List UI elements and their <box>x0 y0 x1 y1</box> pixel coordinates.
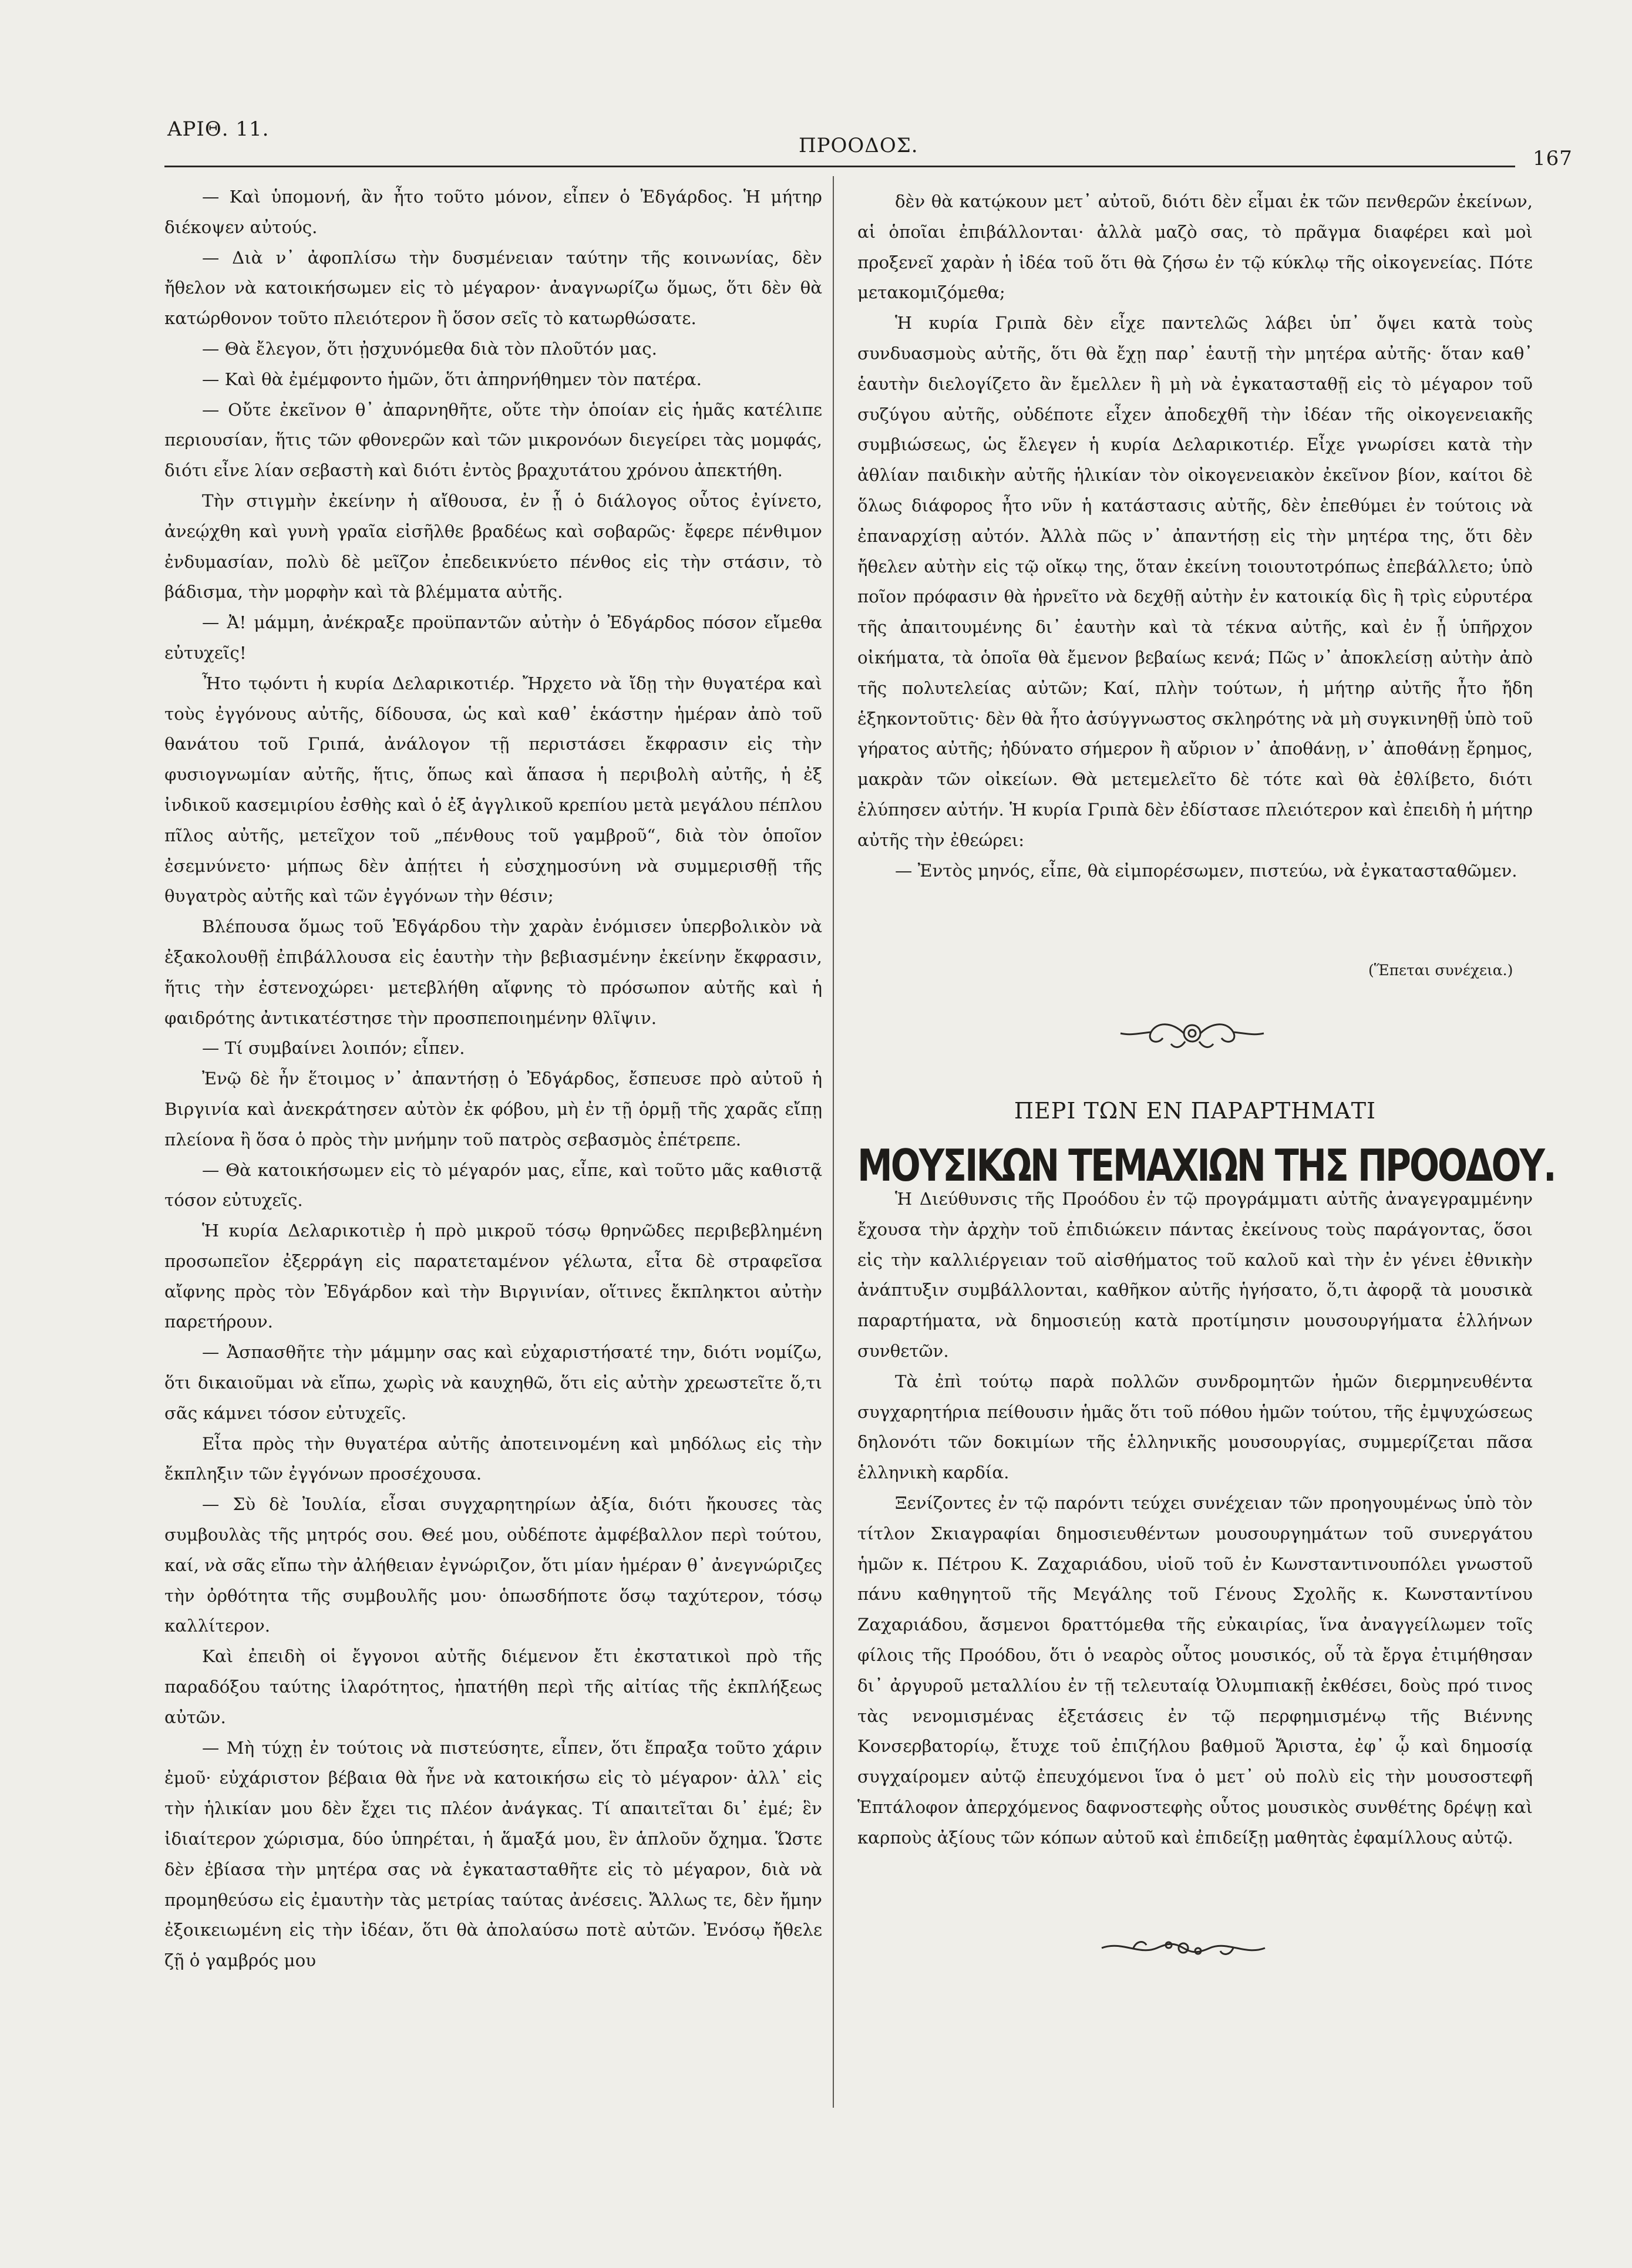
paragraph: δὲν θὰ κατῴκουν μετ᾿ αὐτοῦ, διότι δὲν εἶμαι ἐκ τῶν πενθερῶν ἐκείνων, αἱ ὁποῖαι ἐπιβάλλονται· ἀλλὰ μαζὸ σας, τὸ πρᾶγμα διαφέρει καὶ μοὶ προξενεῖ χαρὰν ἡ ἰδέα τοῦ ὅτι θὰ ζήσω ἐν τῷ κύκλῳ τῆς οἰκογενείας. Πότε μετακομιζόμεθα; <box>857 191 1533 303</box>
paragraph: — Οὔτε ἐκεῖνον θ᾿ ἀπαρνηθῆτε, οὔτε τὴν ὁποίαν εἰς ἡμᾶς κατέλιπε περιουσίαν, ἥτις τῶν φθονερῶν καὶ τῶν μικρονόων διεγείρει τὰς μομφάς, διότι εἶνε λίαν σεβαστὴ καὶ διότι ἐντὸς βραχυτάτου χρόνου ἀπεκτήθη. <box>164 399 822 481</box>
paragraph: — Τί συμβαίνει λοιπόν; εἶπεν. <box>202 1038 465 1059</box>
paragraph: — Ἀσπασθῆτε τὴν μάμμην σας καὶ εὐχαριστήσατέ την, διότι νομίζω, ὅτι δικαιοῦμαι νὰ εἴπω, χωρὶς νὰ καυχηθῶ, ὅτι εἰς αὐτὴν χρεωστεῖτε ὅ,τι σᾶς κάμνει τόσον εὐτυχεῖς. <box>164 1342 822 1423</box>
section-pretitle: ΠΕΡΙ ΤΩΝ ΕΝ ΠΑΡΑΡΤΗΜΑΤΙ <box>1014 1098 1377 1124</box>
paragraph: Τὴν στιγμὴν ἐκείνην ἡ αἴθουσα, ἐν ᾗ ὁ διάλογος οὗτος ἐγίνετο, ἀνεῴχθη καὶ γυνὴ γραῖα εἰσῆλθε βραδέως καὶ σοβαρῶς· ἔφερε πένθιμον ἐνδυμασίαν, πολὺ δὲ μεῖζον ἐπεδεικνύετο πένθος εἰς τὴν στάσιν, τὸ βάδισμα, τὴν μορφὴν καὶ τὰ βλέμματα αὐτῆς. <box>164 490 822 602</box>
scroll-ornament-icon <box>1116 1016 1268 1051</box>
paragraph: Τὰ ἐπὶ τούτῳ παρὰ πολλῶν συνδρομητῶν ἡμῶν διερμηνευθέντα συγχαρητήρια πείθουσιν ἡμᾶς ὅτι τοῦ πόθου ἡμῶν τούτου, τῆς ἐμψυχώσεως δηλονότι τῶν δοκιμίων τῆς ἑλληνικῆς μουσουργίας, συμμερίζεται πᾶσα ἑλληνικὴ καρδία. <box>857 1371 1533 1483</box>
music-section-text <box>857 1184 1533 1883</box>
paragraph: — Καὶ ὑπομονή, ἂν ἦτο τοῦτο μόνον, εἶπεν ὁ Ἐδγάρδος. Ἡ μήτηρ διέκοψεν αὐτούς. <box>164 187 822 237</box>
paragraph: — Σὺ δὲ Ἰουλία, εἶσαι συγχαρητηρίων ἀξία, διότι ἤκουσες τὰς συμβουλὰς τῆς μητρός σου. Θεέ μου, οὐδέποτε ἀμφέβαλλον περὶ τούτου, καί, νὰ σᾶς εἴπω τὴν ἀλήθειαν ἐγνώριζον, ὅτι μίαν ἡμέραν θ᾿ ἀνεγνώριζες τὴν ὀρθότητα τῆς συμβουλῆς μου· ὁπωσδήποτε ὅσῳ ταχύτερον, τόσῳ καλλίτερον. <box>164 1494 822 1636</box>
header-rule <box>164 166 1515 167</box>
paragraph: — Ἐντὸς μηνός, εἶπε, θὰ εἰμπορέσωμεν, πιστεύω, νὰ ἐγκατασταθῶμεν. <box>895 860 1517 881</box>
paragraph: Ξενίζοντες ἐν τῷ παρόντι τεύχει συνέχειαν τῶν προηγουμένως ὑπὸ τὸν τίτλον Σκιαγραφίαι δημοσιευθέντων μουσουργημάτων τοῦ συνεργάτου ἡμῶν κ. Πέτρου Κ. Ζαχαριάδου, υἱοῦ τοῦ ἐν Κωνσταντινουπόλει γνωστοῦ πάνυ καθηγητοῦ τῆς Μεγάλης τοῦ Γένους Σχολῆς κ. Κωνσταντίνου Ζαχαριάδου, ἄσμενοι δραττόμεθα τῆς εὐκαιρίας, ἵνα ἀναγγείλωμεν τοῖς φίλοις τῆς Προόδου, ὅτι ὁ νεαρὸς οὗτος μουσικός, οὗ τὰ ἔργα ἐτιμήθησαν δι᾿ ἀργυροῦ μεταλλίου ἐν τῇ τελευταίᾳ Ὀλυμπιακῇ ἐκθέσει, δοὺς πρό τινος τὰς νενομισμένας ἐξετάσεις ἐν τῷ περφημισμένῳ τῆς Βιέννης Κονσερβατορίῳ, ἔτυχε τοῦ ἐπιζήλου βαθμοῦ Ἄριστα, ἐφ᾿ ᾧ καὶ δημοσίᾳ συγχαίρομεν αὐτῷ ἐπευχόμενοι ἵνα ὁ μετ᾿ οὐ πολὺ εἰς τὴν μουσοστεφῆ Ἑπτάλοφον ἀπερχόμενος δαφνοστεφὴς οὗτος μουσικὸς συνθέτης δρέψῃ καὶ καρποὺς ἀξίους τῶν κόπων αὐτοῦ καὶ ἐπιδείξῃ μαθητὰς ἐφαμίλλους αὐτῷ. <box>857 1492 1533 1848</box>
paragraph: — Θὰ ἔλεγον, ὅτι ᾐσχυνόμεθα διὰ τὸν πλοῦτόν μας. <box>202 338 657 359</box>
left-column <box>164 182 822 2119</box>
paragraph: Βλέπουσα ὅμως τοῦ Ἐδγάρδου τὴν χαρὰν ἐνόμισεν ὑπερβολικὸν νὰ ἐξακολουθῇ ἐπιβάλλουσα εἰς ἑαυτὴν τὴν βεβιασμένην ἐκείνην ἔκφρασιν, ἥτις τὴν ἐστενοχώρει· μετεβλήθη αἴφνης τὸ πρόσωπον αὐτῆς καὶ ἡ φαιδρότης ἀντικατέστησε τὴν προσπεποιημένην θλῖψιν. <box>164 916 822 1028</box>
paragraph: Ἐνῷ δὲ ἦν ἕτοιμος ν᾿ ἀπαντήσῃ ὁ Ἐδγάρδος, ἔσπευσε πρὸ αὐτοῦ ἡ Βιργινία καὶ ἀνεκράτησεν αὐτὸν ἐκ φόβου, μὴ ἐν τῇ ὁρμῇ τῆς χαρᾶς εἴπῃ πλείονα ἢ ὅσα ὁ πρὸς τὴν μνήμην τοῦ πατρὸς σεβασμὸς ἐπέτρεπε. <box>164 1069 822 1150</box>
section-title: ΜΟΥΣΙΚΩΝ ΤΕΜΑΧΙΩΝ ΤΗΣ ΠΡΟΟΔΟΥ. <box>857 1140 1555 1192</box>
paragraph: Ἡ κυρία Γριπὰ δὲν εἶχε παντελῶς λάβει ὑπ᾿ ὄψει κατὰ τοὺς συνδυασμοὺς αὐτῆς, ὅτι θὰ ἔχῃ παρ᾿ ἑαυτῇ τὴν μητέρα αὐτῆς· ὅταν καθ᾿ ἑαυτὴν διελογίζετο ἂν ἔμελλεν ἢ μὴ νὰ ἐγκατασταθῇ εἰς τὸ μέγαρον τοῦ συζύγου αὐτῆς, οὐδέποτε εἶχεν ἀποδεχθῆ τὴν ἰδέαν τῆς οἰκογενειακῆς συμβιώσεως, ὡς ἔλεγεν ἡ κυρία Δελαρικοτιέρ. Εἶχε γνωρίσει κατὰ τὴν ἀθλίαν παιδικὴν αὐτῆς ἡλικίαν τὸν οἰκογενειακὸν ἐκεῖνον βίον, καίτοι δὲ ὅλως διάφορος ἦτο νῦν ἡ κατάστασις αὐτῆς, δὲν ἐπεθύμει ἐν τούτοις νὰ ἐπαναρχίσῃ αὐτόν. Ἀλλὰ πῶς ν᾿ ἀπαντήσῃ εἰς τὴν μητέρα της, ὅτι δὲν ἤθελεν αὐτὴν εἰς τῷ οἴκῳ της, ὅταν ἐκείνη τοιουτοτρόπως ἐπεβάλλετο; ὑπὸ ποῖον πρόφασιν θὰ ἠρνεῖτο νὰ δεχθῇ αὐτὴν ἐν κατοικίᾳ δὶς ἢ τρὶς εὐρυτέρα τῆς ἀπαιτουμένης δι᾿ ἑαυτὴν καὶ τὰ τέκνα αὐτῆς, καὶ ἐν ᾗ ὑπῆρχον οἰκήματα, τὰ ὁποῖα θὰ ἔμενον βεβαίως κενά; Πῶς ν᾿ ἀποκλείσῃ αὐτὴν ἀπὸ τῆς πολυτελείας αὐτῶν; Καί, πλὴν τούτων, ἡ μήτηρ αὐτῆς ἦτο ἤδη ἑξηκοντοῦτις· δὲν θὰ ἦτο ἀσύγγνωστος σκληρότης νὰ μὴ συγκινηθῇ ὑπὸ τοῦ γήρατος αὐτῆς; ἠδύνατο σήμερον ἢ αὔριον ν᾿ ἀποθάνῃ, ν᾿ ἀποθάνῃ ἔρημος, μακρὰν τῶν οἰκείων. Θὰ μετεμελεῖτο δὲ τότε καὶ θὰ ἐθλίβετο, διότι ἐλύπησεν αὐτήν. Ἡ κυρία Γριπὰ δὲν ἐδίστασε πλειότερον καὶ ἐπειδὴ ἡ μήτηρ αὐτῆς τὴν ἐθεώρει: <box>857 313 1533 850</box>
paragraph: Εἶτα πρὸς τὴν θυγατέρα αὐτῆς ἀποτεινομένη καὶ μηδόλως εἰς τὴν ἔκπληξιν τῶν ἐγγόνων προσέχουσα. <box>164 1433 822 1484</box>
vine-ornament-icon <box>1098 1935 1268 1962</box>
paragraph: Ἡ κυρία Δελαρικοτιὲρ ἡ πρὸ μικροῦ τόσῳ θρηνῶδες περιβεβλημένη προσωπεῖον ἐξερράγη εἰς παρατεταμένον γέλωτα, εἶτα δὲ στραφεῖσα αἴφνης πρὸς τὸν Ἐδγάρδον καὶ τὴν Βιργινίαν, οἵτινες ἔκπληκτοι αὐτὴν παρετήρουν. <box>164 1221 822 1332</box>
paragraph: — Θὰ κατοικήσωμεν εἰς τὸ μέγαρόν μας, εἶπε, καὶ τοῦτο μᾶς καθιστᾷ τόσον εὐτυχεῖς. <box>164 1160 822 1211</box>
paragraph: — Καὶ θὰ ἐμέμφοντο ἡμῶν, ὅτι ἀπηρνήθημεν τὸν πατέρα. <box>202 369 702 389</box>
paragraph: Καὶ ἐπειδὴ οἱ ἔγγονοι αὐτῆς διέμενον ἔτι ἐκστατικοὶ πρὸ τῆς παραδόξου ταύτης ἱλαρότητος, ἠπατήθη περὶ τῆς αἰτίας τῆς ἐκπλήξεως αὐτῶν. <box>164 1646 822 1727</box>
paragraph: — Ἀ! μάμμη, ἀνέκραξε προϋπαντῶν αὐτὴν ὁ Ἐδγάρδος πόσον εἴμεθα εὐτυχεῖς! <box>164 612 822 663</box>
issue-number: ΑΡΙΘ. 11. <box>167 117 270 141</box>
right-column-story <box>857 187 1533 956</box>
paragraph: — Μὴ τύχῃ ἐν τούτοις νὰ πιστεύσητε, εἶπεν, ὅτι ἔπραξα τοῦτο χάριν ἐμοῦ· εὐχάριστον βέβαια θὰ ἦνε νὰ κατοικήσω εἰς τὸ μέγαρον· ἀλλ᾿ εἰς τὴν ἡλικίαν μου δὲν ἔχει τις πλέον ἀνάγκας. Τί απαιτεῖται δι᾿ ἐμέ; ἓν ἰδιαίτερον χώρισμα, δύο ὑπηρέται, ἡ ἅμαξά μου, ἓν ἁπλοῦν ὄχημα. Ὥστε δὲν ἐβίασα τὴν μητέρα σας νὰ ἐγκατασταθῆτε εἰς τὸ μέγαρον, διὰ νὰ προμηθεύσω εἰς ἐμαυτὴν τὰς μετρίας ταύτας ἀνέσεις. Ἄλλως τε, δὲν ἤμην ἐξοικειωμένη εἰς τὴν ἰδέαν, ὅτι θὰ ἀπολαύσω ποτὲ αὐτῶν. Ἐνόσῳ ἤθελε ζῇ ὁ γαμβρός μου <box>164 1737 822 1971</box>
paragraph: — Διὰ ν᾿ ἀφοπλίσω τὴν δυσμένειαν ταύτην τῆς κοινωνίας, δὲν ἤθελον νὰ κατοικήσωμεν εἰς τὸ μέγαρον· ἀναγνωρίζω ὅμως, ὅτι δὲν θὰ κατώρθονον τοῦτο πλειότερον ἢ ὅσον σεῖς τὸ κατωρθώσατε. <box>164 247 822 329</box>
continuation-note: (Ἕπεται συνέχεια.) <box>1368 962 1513 979</box>
paragraph: Ἦτο τῳόντι ἡ κυρία Δελαρικοτιέρ. Ἤρχετο νὰ ἴδῃ τὴν θυγατέρα καὶ τοὺς ἐγγόνους αὐτῆς, δίδουσα, ὡς καὶ καθ᾿ ἑκάστην ἡμέραν ἀπὸ τοῦ θανάτου τοῦ Γριπά, ἀνάλογον τῇ περιστάσει ἔκφρασιν εἰς τὴν φυσιογνωμίαν αὐτῆς, ἥτις, ὅπως καὶ ἅπασα ἡ περιβολὴ αὐτῆς, ἡ ἐξ ἰνδικοῦ κασεμιρίου ἐσθὴς καὶ ὁ ἐξ ἀγγλικοῦ κρεπίου μετὰ μεγάλου πέπλου πῖλος αὐτῆς, μετεῖχον τοῦ „πένθους τοῦ γαμβροῦ“, διὰ τὸν ὁποῖον ἐσεμνύνετο· μήπως δὲν ἀπῄτει ἡ εὐσχημοσύνη νὰ συμμερισθῇ τῆς θυγατρὸς αὐτῆς καὶ τῶν ἐγγόνων τὴν θέσιν; <box>164 673 822 906</box>
page-number: 167 <box>1533 147 1573 170</box>
journal-title: ΠΡΟΟΔΟΣ. <box>799 134 918 157</box>
paragraph: Ἡ Διεύθυνσις τῆς Προόδου ἐν τῷ προγράμματι αὐτῆς ἀναγεγραμμένην ἔχουσα τὴν ἀρχὴν τοῦ ἐπιδιώκειν πάντας ἐκείνους τοὺς παράγοντας, ὅσοι εἰς τὴν καλλιέργειαν τοῦ αἰσθήματος τοῦ καλοῦ καὶ τὴν ἐν γένει ἐθνικὴν ἀνάπτυξιν συμβάλλονται, καθῆκον αὐτῆς ἡγήσατο, ὅ,τι ἀφορᾷ τὰ μουσικὰ παραρτήματα, νὰ δημοσιεύῃ κατὰ προτίμησιν μουσουργήματα ἑλλήνων συνθετῶν. <box>857 1189 1533 1361</box>
column-divider <box>833 176 834 2108</box>
